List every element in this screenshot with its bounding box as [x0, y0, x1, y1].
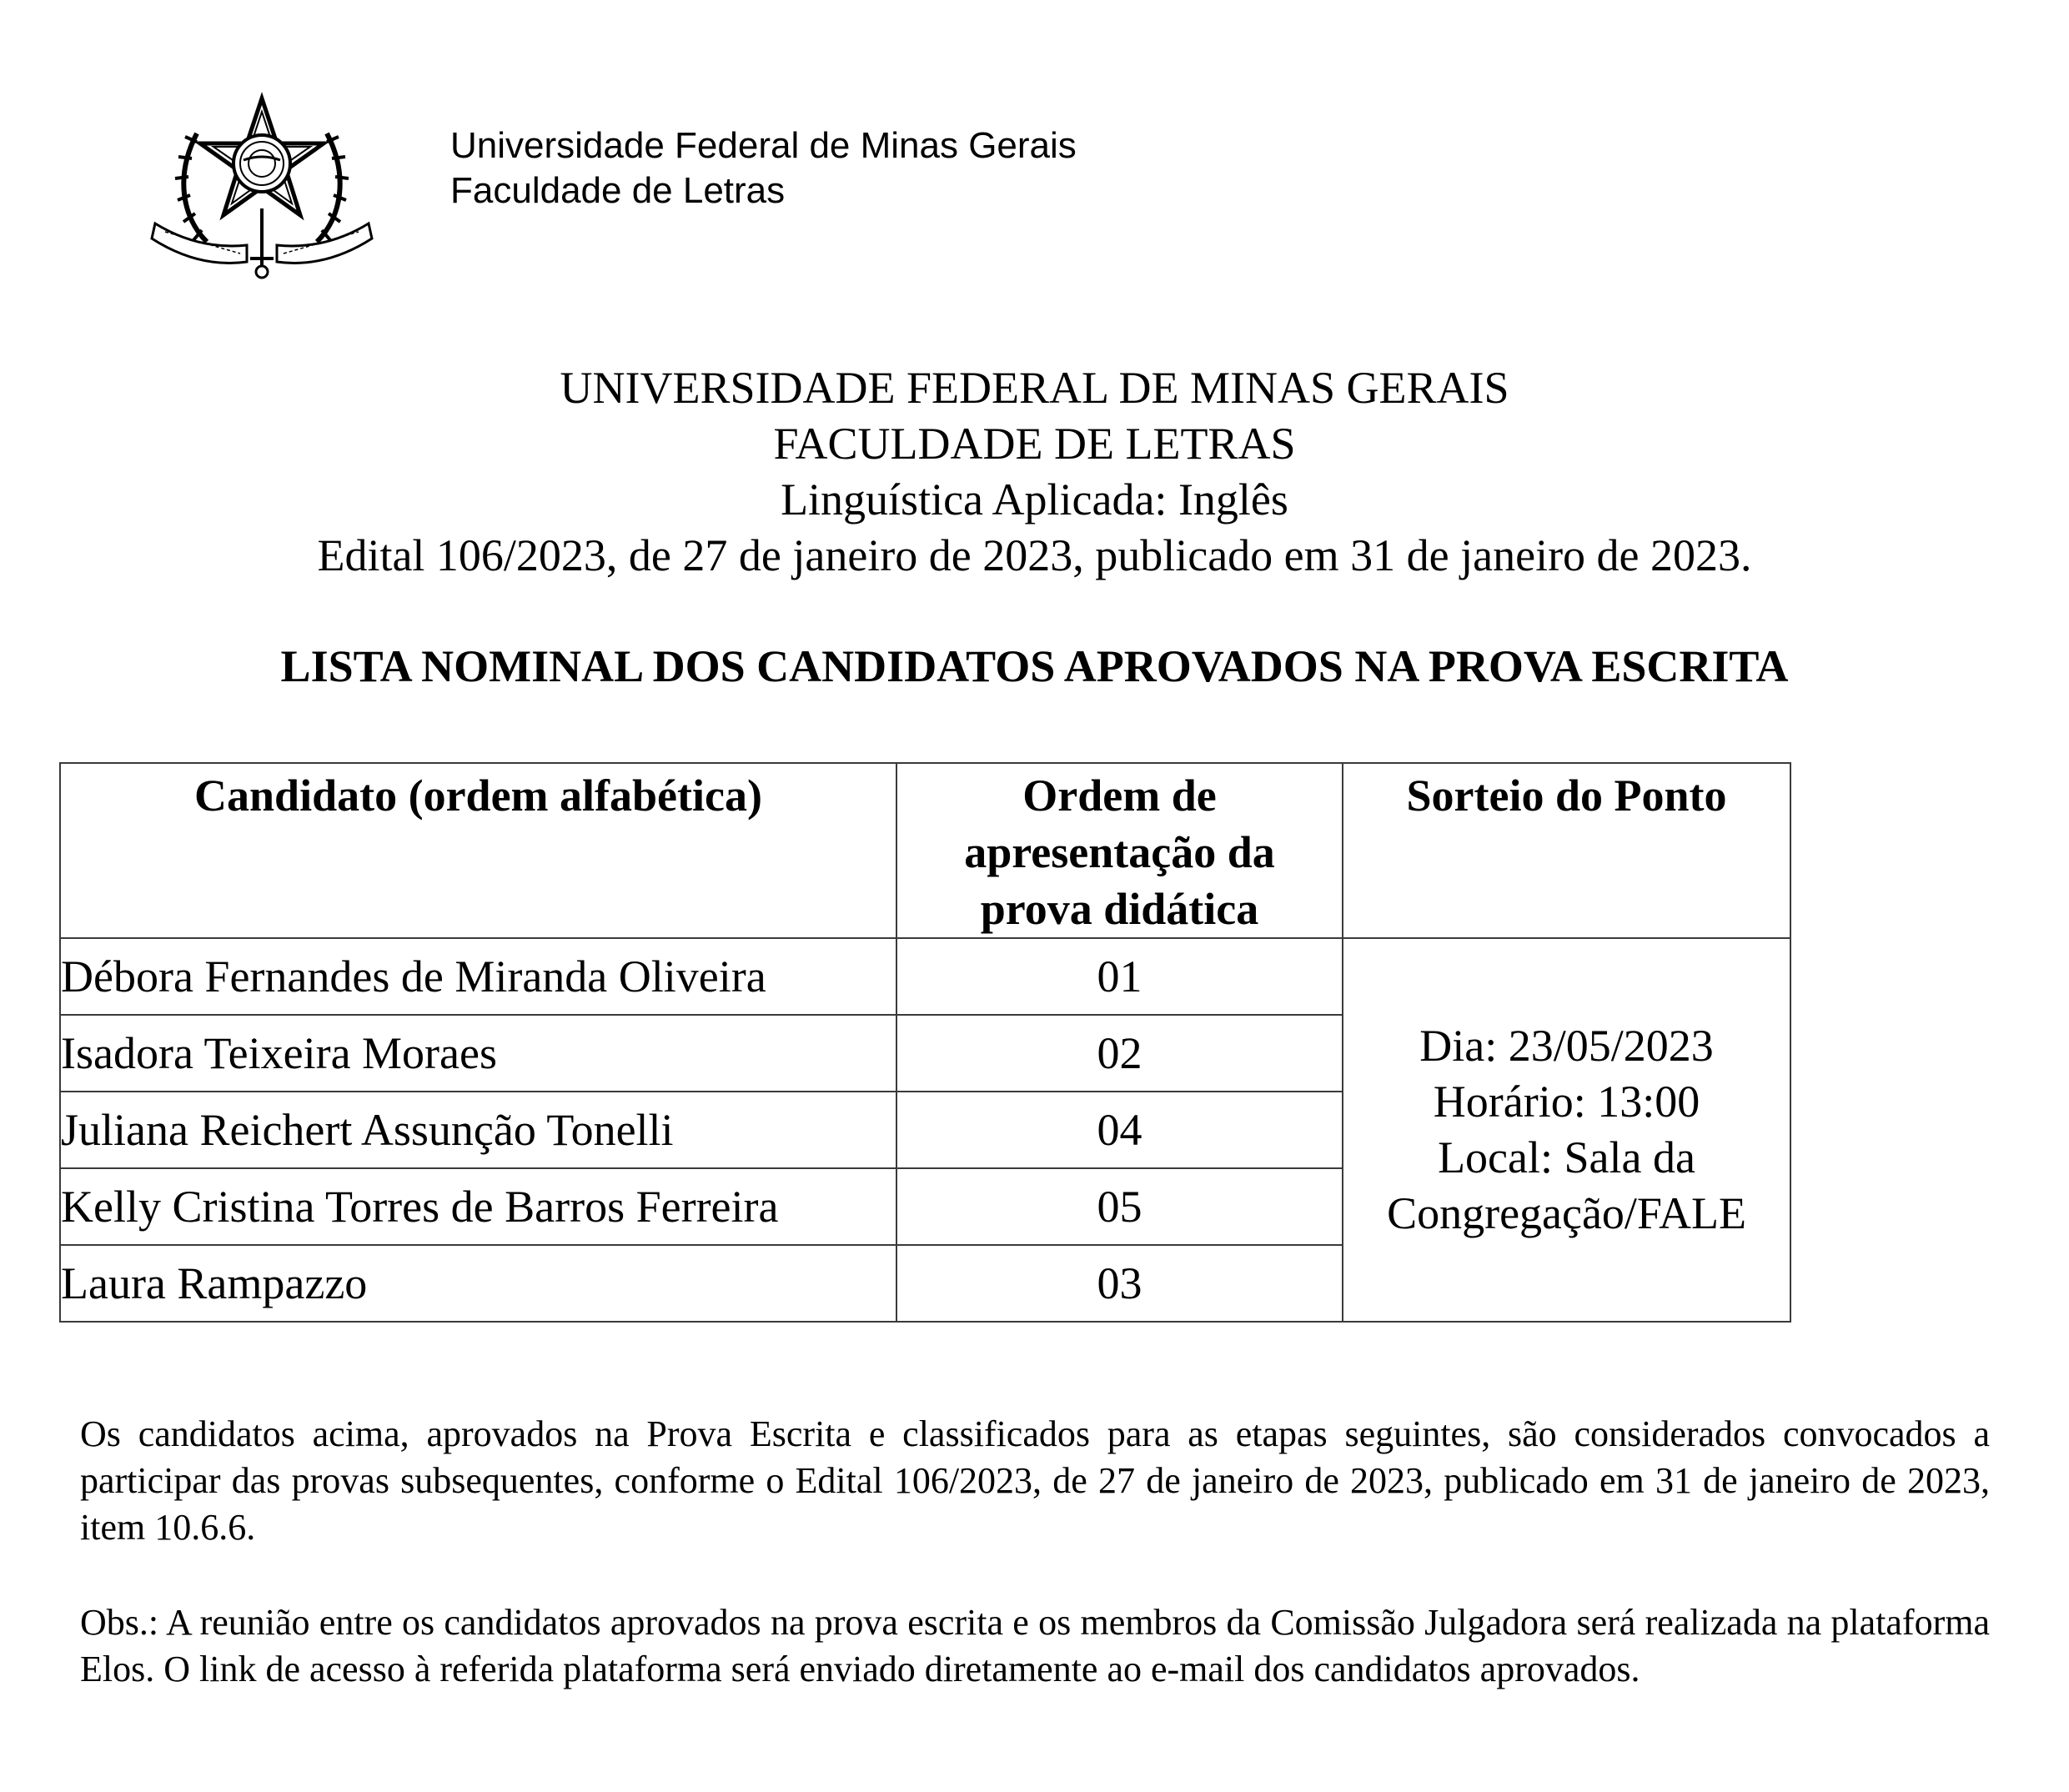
institution-header	[450, 123, 1077, 213]
presentation-order: 05	[896, 1168, 1343, 1245]
header-candidate-label: Candidato (ordem alfabética)	[194, 771, 762, 821]
coat-of-arms-icon	[148, 83, 375, 297]
header-order	[896, 763, 1343, 938]
candidate-name: Débora Fernandes de Miranda Oliveira	[60, 938, 896, 1015]
document-title-block	[0, 360, 2069, 584]
faculty-name: Faculdade de Letras	[450, 170, 786, 211]
candidate-name: Juliana Reichert Assunção Tonelli	[60, 1092, 896, 1168]
header-candidate	[60, 763, 896, 938]
draw-location-room: Congregação/FALE	[1387, 1188, 1746, 1238]
candidate-name: Laura Rampazzo	[60, 1245, 896, 1322]
title-edital: Edital 106/2023, de 27 de janeiro de 2023, publicado em 31 de janeiro de 2023.	[317, 530, 1752, 580]
table-row	[60, 938, 1790, 1015]
title-area: Linguística Aplicada: Inglês	[781, 474, 1288, 525]
header-order-line: prova didática	[980, 884, 1259, 934]
header-draw	[1343, 763, 1790, 938]
presentation-order: 03	[896, 1245, 1343, 1322]
draw-location: Local: Sala da	[1438, 1132, 1695, 1182]
header-order-line: Ordem de	[1022, 771, 1217, 821]
candidate-name: Isadora Teixeira Moraes	[60, 1015, 896, 1092]
institution-name: Universidade Federal de Minas Gerais	[450, 125, 1077, 166]
table-header-row	[60, 763, 1790, 938]
title-university: UNIVERSIDADE FEDERAL DE MINAS GERAIS	[560, 363, 1509, 413]
presentation-order: 01	[896, 938, 1343, 1015]
presentation-order: 04	[896, 1092, 1343, 1168]
draw-date: Dia: 23/05/2023	[1419, 1021, 1714, 1071]
notice-paragraph: Os candidatos acima, aprovados na Prova Escrita e classificados para as etapas seguintes, são considerados convocados a participar das provas subsequentes, conforme o Edital 106/2023, de 27 de janeiro de 2023, publicado em 31 de janeiro de 2023, item 10.6.6.	[80, 1413, 1990, 1548]
list-title: LISTA NOMINAL DOS CANDIDATOS APROVADOS NA PROVA ESCRITA	[280, 641, 1789, 691]
draw-info-cell	[1343, 938, 1790, 1322]
title-faculty: FACULDADE DE LETRAS	[773, 419, 1296, 469]
header-draw-label: Sorteio do Ponto	[1406, 771, 1727, 821]
observation-paragraph: Obs.: A reunião entre os candidatos aprovados na prova escrita e os membros da Comissão Julgadora será realizada na plataforma Elos. O link de acesso à referida plataforma será enviado diretamente ao e-mail dos candidatos aprovados.	[80, 1602, 1990, 1689]
header-order-line: apresentação da	[964, 827, 1275, 877]
candidate-name: Kelly Cristina Torres de Barros Ferreira	[60, 1168, 896, 1245]
draw-time: Horário: 13:00	[1433, 1077, 1700, 1127]
results-table	[59, 762, 1791, 1323]
presentation-order: 02	[896, 1015, 1343, 1092]
